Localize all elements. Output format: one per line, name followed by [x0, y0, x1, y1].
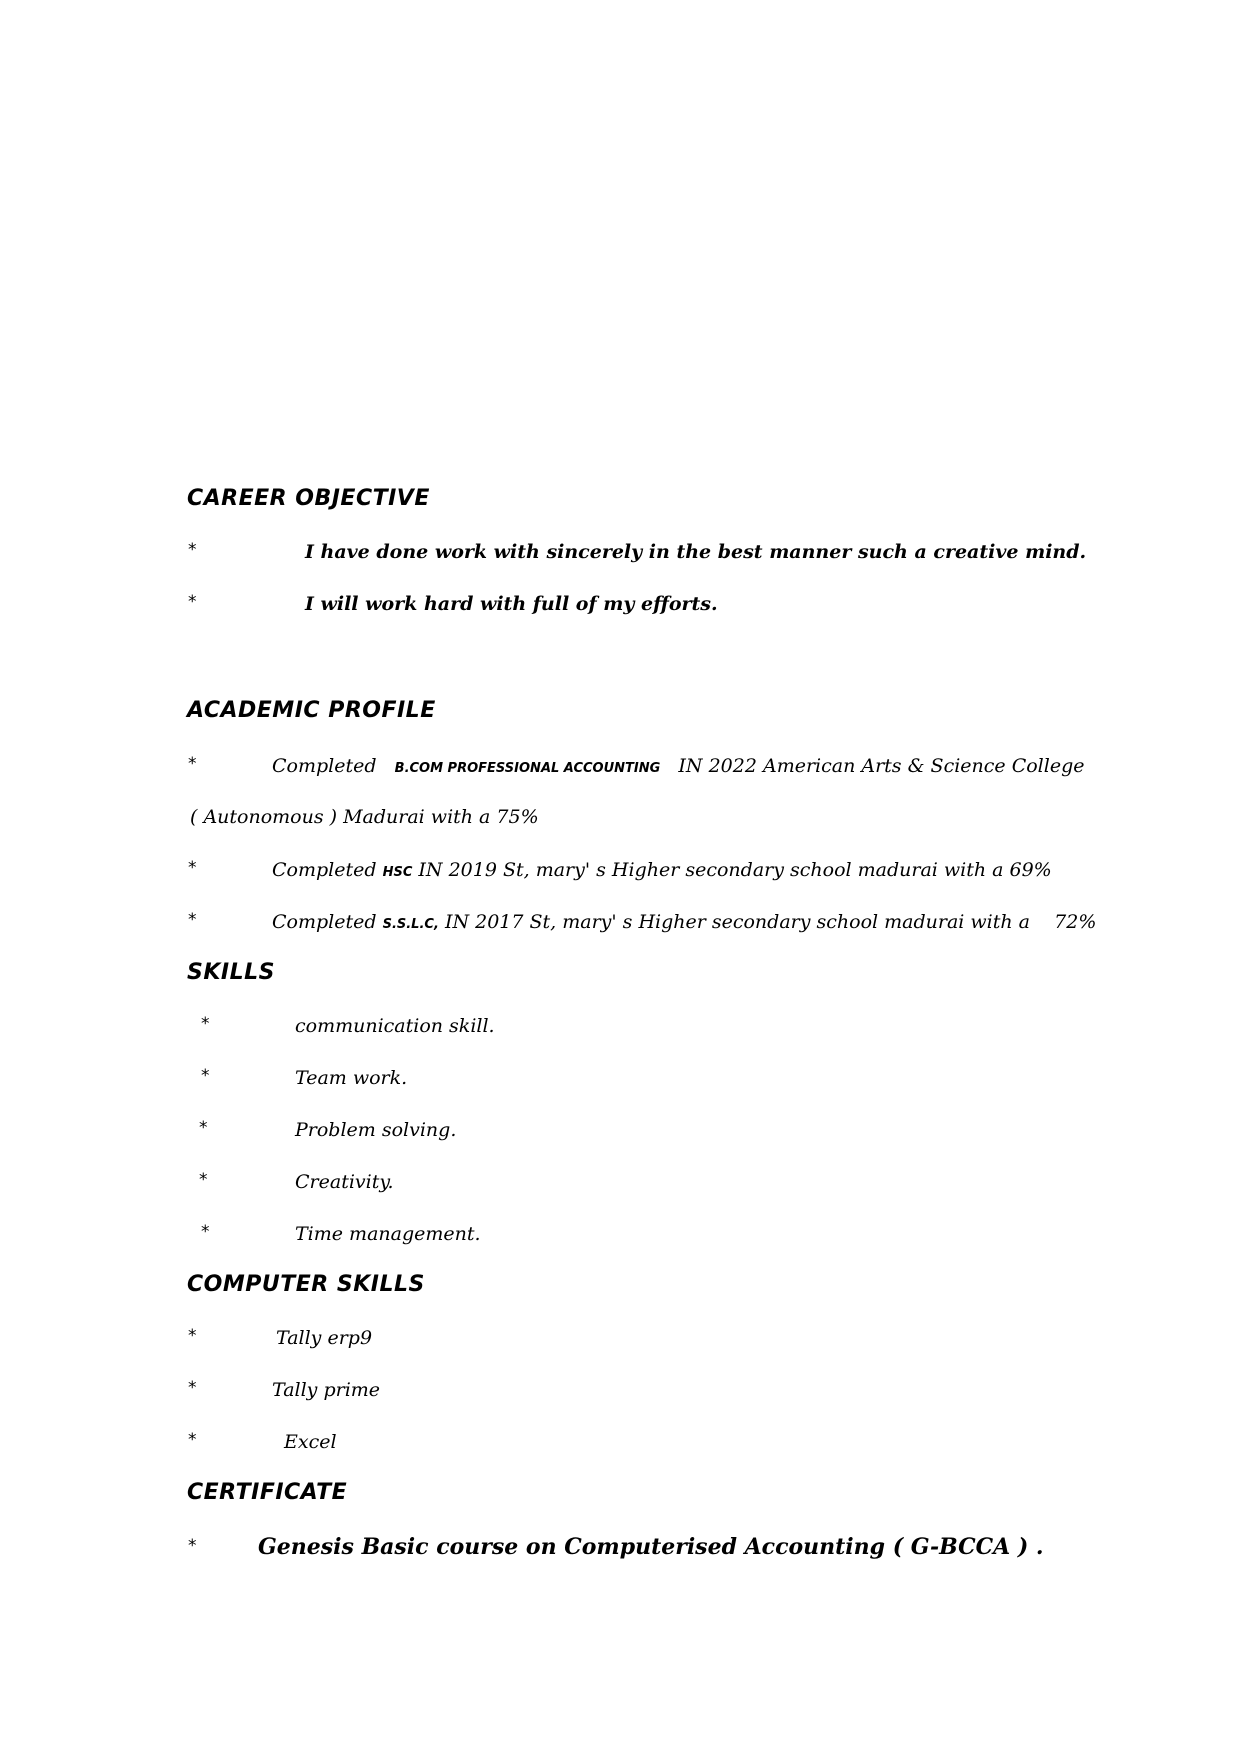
career-objective-heading: CAREER OBJECTIVE — [187, 486, 430, 511]
bullet-icon: * — [188, 592, 197, 612]
academic-item-1-rest: IN 2022 American Arts & Science College — [678, 755, 1085, 777]
computer-skill-excel: Excel — [284, 1431, 337, 1453]
academic-item-3-rest: IN 2017 St, mary' s Higher secondary school madurai with a — [444, 911, 1030, 933]
academic-item-1 — [272, 757, 1084, 776]
academic-item-1-prefix: Completed — [272, 755, 377, 777]
computer-skill-tally-erp9: Tally erp9 — [276, 1327, 373, 1349]
bullet-icon: * — [201, 1066, 210, 1086]
academic-item-3-score: 72% — [1054, 911, 1097, 933]
academic-item-3-prefix: Completed — [272, 911, 377, 933]
bullet-icon: * — [188, 540, 197, 560]
academic-item-2 — [272, 861, 1052, 880]
bullet-icon: * — [188, 858, 197, 878]
bullet-icon: * — [199, 1118, 208, 1138]
skill-item-creativity: Creativity. — [295, 1171, 394, 1193]
bullet-icon: * — [199, 1170, 208, 1190]
academic-item-1-continuation: ( Autonomous ) Madurai with a 75% — [190, 806, 539, 828]
academic-item-2-rest: IN 2019 St, mary' s Higher secondary school madurai with a 69% — [418, 859, 1052, 881]
certificate-heading: CERTIFICATE — [187, 1480, 348, 1505]
bullet-icon: * — [188, 1378, 197, 1398]
academic-item-3 — [272, 913, 1096, 932]
academic-item-3-degree: S.S.L.C, — [382, 917, 439, 932]
computer-skills-heading: COMPUTER SKILLS — [187, 1272, 425, 1297]
bullet-icon: * — [201, 1222, 210, 1242]
bullet-icon: * — [188, 754, 197, 774]
academic-item-2-prefix: Completed — [272, 859, 377, 881]
skills-heading: SKILLS — [187, 960, 275, 985]
bullet-icon: * — [188, 1326, 197, 1346]
skill-item-problem-solving: Problem solving. — [295, 1119, 457, 1141]
academic-profile-heading: ACADEMIC PROFILE — [187, 698, 436, 723]
skill-item-team-work: Team work. — [295, 1067, 408, 1089]
bullet-icon: * — [201, 1014, 210, 1034]
skill-item-communication: communication skill. — [295, 1015, 495, 1037]
academic-item-2-degree: HSC — [382, 865, 413, 880]
career-objective-item-1: I have done work with sincerely in the best manner such a creative mind. — [305, 541, 1087, 563]
academic-item-1-degree: B.COM PROFESSIONAL ACCOUNTING — [394, 761, 661, 776]
bullet-icon: * — [188, 910, 197, 930]
bullet-icon: * — [188, 1536, 197, 1556]
certificate-item-gbcca: Genesis Basic course on Computerised Accounting ( G-BCCA ) . — [258, 1534, 1044, 1560]
career-objective-item-2: I will work hard with full of my efforts. — [305, 593, 718, 615]
computer-skill-tally-prime: Tally prime — [272, 1379, 381, 1401]
bullet-icon: * — [188, 1430, 197, 1450]
skill-item-time-management: Time management. — [295, 1223, 481, 1245]
